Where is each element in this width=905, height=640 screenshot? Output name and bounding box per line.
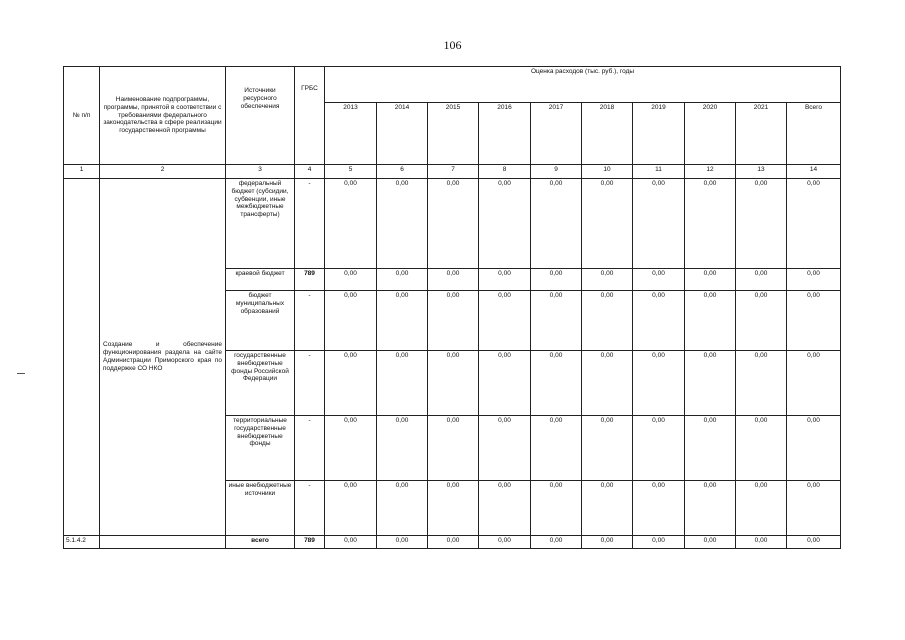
expense-value: 0,00 [377,179,428,269]
expense-value: 0,00 [531,179,582,269]
column-number: 1 [64,165,100,179]
column-number: 9 [531,165,582,179]
header-col-source: Источники ресурсного обеспечения [226,67,295,165]
column-number: 8 [479,165,531,179]
expense-value: 0,00 [479,351,531,416]
expense-value: 0,00 [633,351,685,416]
grbs-code: - [295,416,325,481]
expense-value: 0,00 [479,416,531,481]
page-number: 106 [443,38,462,52]
expense-value: 0,00 [479,269,531,291]
year-header: 2021 [736,103,787,165]
expense-value: 0,00 [428,269,479,291]
funding-source: бюджет муниципальных образований [226,291,295,351]
expense-value: 0,00 [633,179,685,269]
total-row [64,536,841,549]
expense-value: 0,00 [582,481,633,536]
total-value: 0,00 [633,536,685,549]
funding-source: краевой бюджет [226,269,295,291]
expense-value: 0,00 [479,291,531,351]
column-number: 3 [226,165,295,179]
expense-value: 0,00 [479,179,531,269]
expense-value: 0,00 [325,481,377,536]
expense-value: 0,00 [736,481,787,536]
total-value: 0,00 [325,536,377,549]
program-name: Создание и обеспечение функционирования раздела на сайте Администрации Приморского края по поддержке СО НКО [100,179,226,536]
expense-value: 0,00 [325,179,377,269]
expense-value: 0,00 [582,416,633,481]
expense-value: 0,00 [428,351,479,416]
expense-value: 0,00 [377,416,428,481]
year-header: 2014 [377,103,428,165]
table-row [64,179,841,269]
expense-value: 0,00 [531,291,582,351]
expense-value: 0,00 [325,269,377,291]
header-col-number: № п/п [64,67,100,165]
total-row-empty [100,536,226,549]
year-header: Всего [787,103,841,165]
total-value: 0,00 [479,536,531,549]
year-header: 2018 [582,103,633,165]
expense-value: 0,00 [736,416,787,481]
expense-value: 0,00 [787,351,841,416]
year-header: 2020 [685,103,736,165]
expense-value: 0,00 [531,269,582,291]
expense-value: 0,00 [531,416,582,481]
expense-value: 0,00 [736,179,787,269]
total-value: 0,00 [531,536,582,549]
expense-value: 0,00 [582,351,633,416]
grbs-code: - [295,179,325,269]
total-value: 0,00 [377,536,428,549]
expense-value: 0,00 [325,351,377,416]
expense-value: 0,00 [633,416,685,481]
expense-value: 0,00 [479,481,531,536]
grbs-code: - [295,481,325,536]
expense-value: 0,00 [582,269,633,291]
year-header: 2016 [479,103,531,165]
expense-value: 0,00 [428,416,479,481]
year-header: 2015 [428,103,479,165]
expense-value: 0,00 [582,179,633,269]
expense-value: 0,00 [685,416,736,481]
expense-value: 0,00 [377,269,428,291]
expense-value: 0,00 [685,481,736,536]
expense-value: 0,00 [428,481,479,536]
expense-value: 0,00 [736,269,787,291]
expense-value: 0,00 [787,179,841,269]
column-number: 4 [295,165,325,179]
row-number-cell [64,179,100,536]
column-number: 10 [582,165,633,179]
grbs-code: - [295,291,325,351]
expense-value: 0,00 [787,416,841,481]
total-value: 0,00 [685,536,736,549]
total-value: 0,00 [582,536,633,549]
total-grbs: 789 [295,536,325,549]
expense-value: 0,00 [377,291,428,351]
expense-value: 0,00 [633,481,685,536]
expense-value: 0,00 [787,269,841,291]
total-value: 0,00 [736,536,787,549]
grbs-code: 789 [295,269,325,291]
expense-value: 0,00 [531,351,582,416]
funding-source: иные внебюджетные источники [226,481,295,536]
year-header: 2017 [531,103,582,165]
year-header: 2019 [633,103,685,165]
column-number: 7 [428,165,479,179]
expense-value: 0,00 [582,291,633,351]
funding-source: государственные внебюджетные фонды Российской Федерации [226,351,295,416]
margin-mark [17,373,25,374]
expense-value: 0,00 [428,291,479,351]
expense-value: 0,00 [685,351,736,416]
expense-value: 0,00 [787,291,841,351]
expense-value: 0,00 [531,481,582,536]
expense-value: 0,00 [685,269,736,291]
expense-value: 0,00 [325,416,377,481]
total-row-number: 5.1.4.2 [64,536,100,549]
expense-value: 0,00 [685,179,736,269]
column-number: 12 [685,165,736,179]
expense-value: 0,00 [377,351,428,416]
expense-value: 0,00 [736,291,787,351]
total-source: всего [226,536,295,549]
expense-value: 0,00 [685,291,736,351]
year-header: 2013 [325,103,377,165]
expense-value: 0,00 [736,351,787,416]
total-value: 0,00 [428,536,479,549]
budget-table [63,66,841,549]
column-number: 5 [325,165,377,179]
column-number: 6 [377,165,428,179]
expense-value: 0,00 [428,179,479,269]
grbs-code: - [295,351,325,416]
funding-source: федеральный бюджет (субсидии, субвенции, иные межбюджетные трансферты) [226,179,295,269]
expense-value: 0,00 [633,269,685,291]
expense-value: 0,00 [325,291,377,351]
expense-value: 0,00 [633,291,685,351]
header-col-grbs: ГРБС [295,67,325,165]
column-number: 2 [100,165,226,179]
header-col-name: Наименование подпрограммы, программы, принятой в соответствии с требованиями федерального законодательства в сфере реализации государственной программы [100,67,226,165]
column-number: 14 [787,165,841,179]
expense-value: 0,00 [377,481,428,536]
expense-value: 0,00 [787,481,841,536]
column-number: 11 [633,165,685,179]
funding-source: территориальные государственные внебюджетные фонды [226,416,295,481]
header-estimate: Оценка расходов (тыс. руб.), годы [325,67,841,103]
column-number: 13 [736,165,787,179]
total-value: 0,00 [787,536,841,549]
